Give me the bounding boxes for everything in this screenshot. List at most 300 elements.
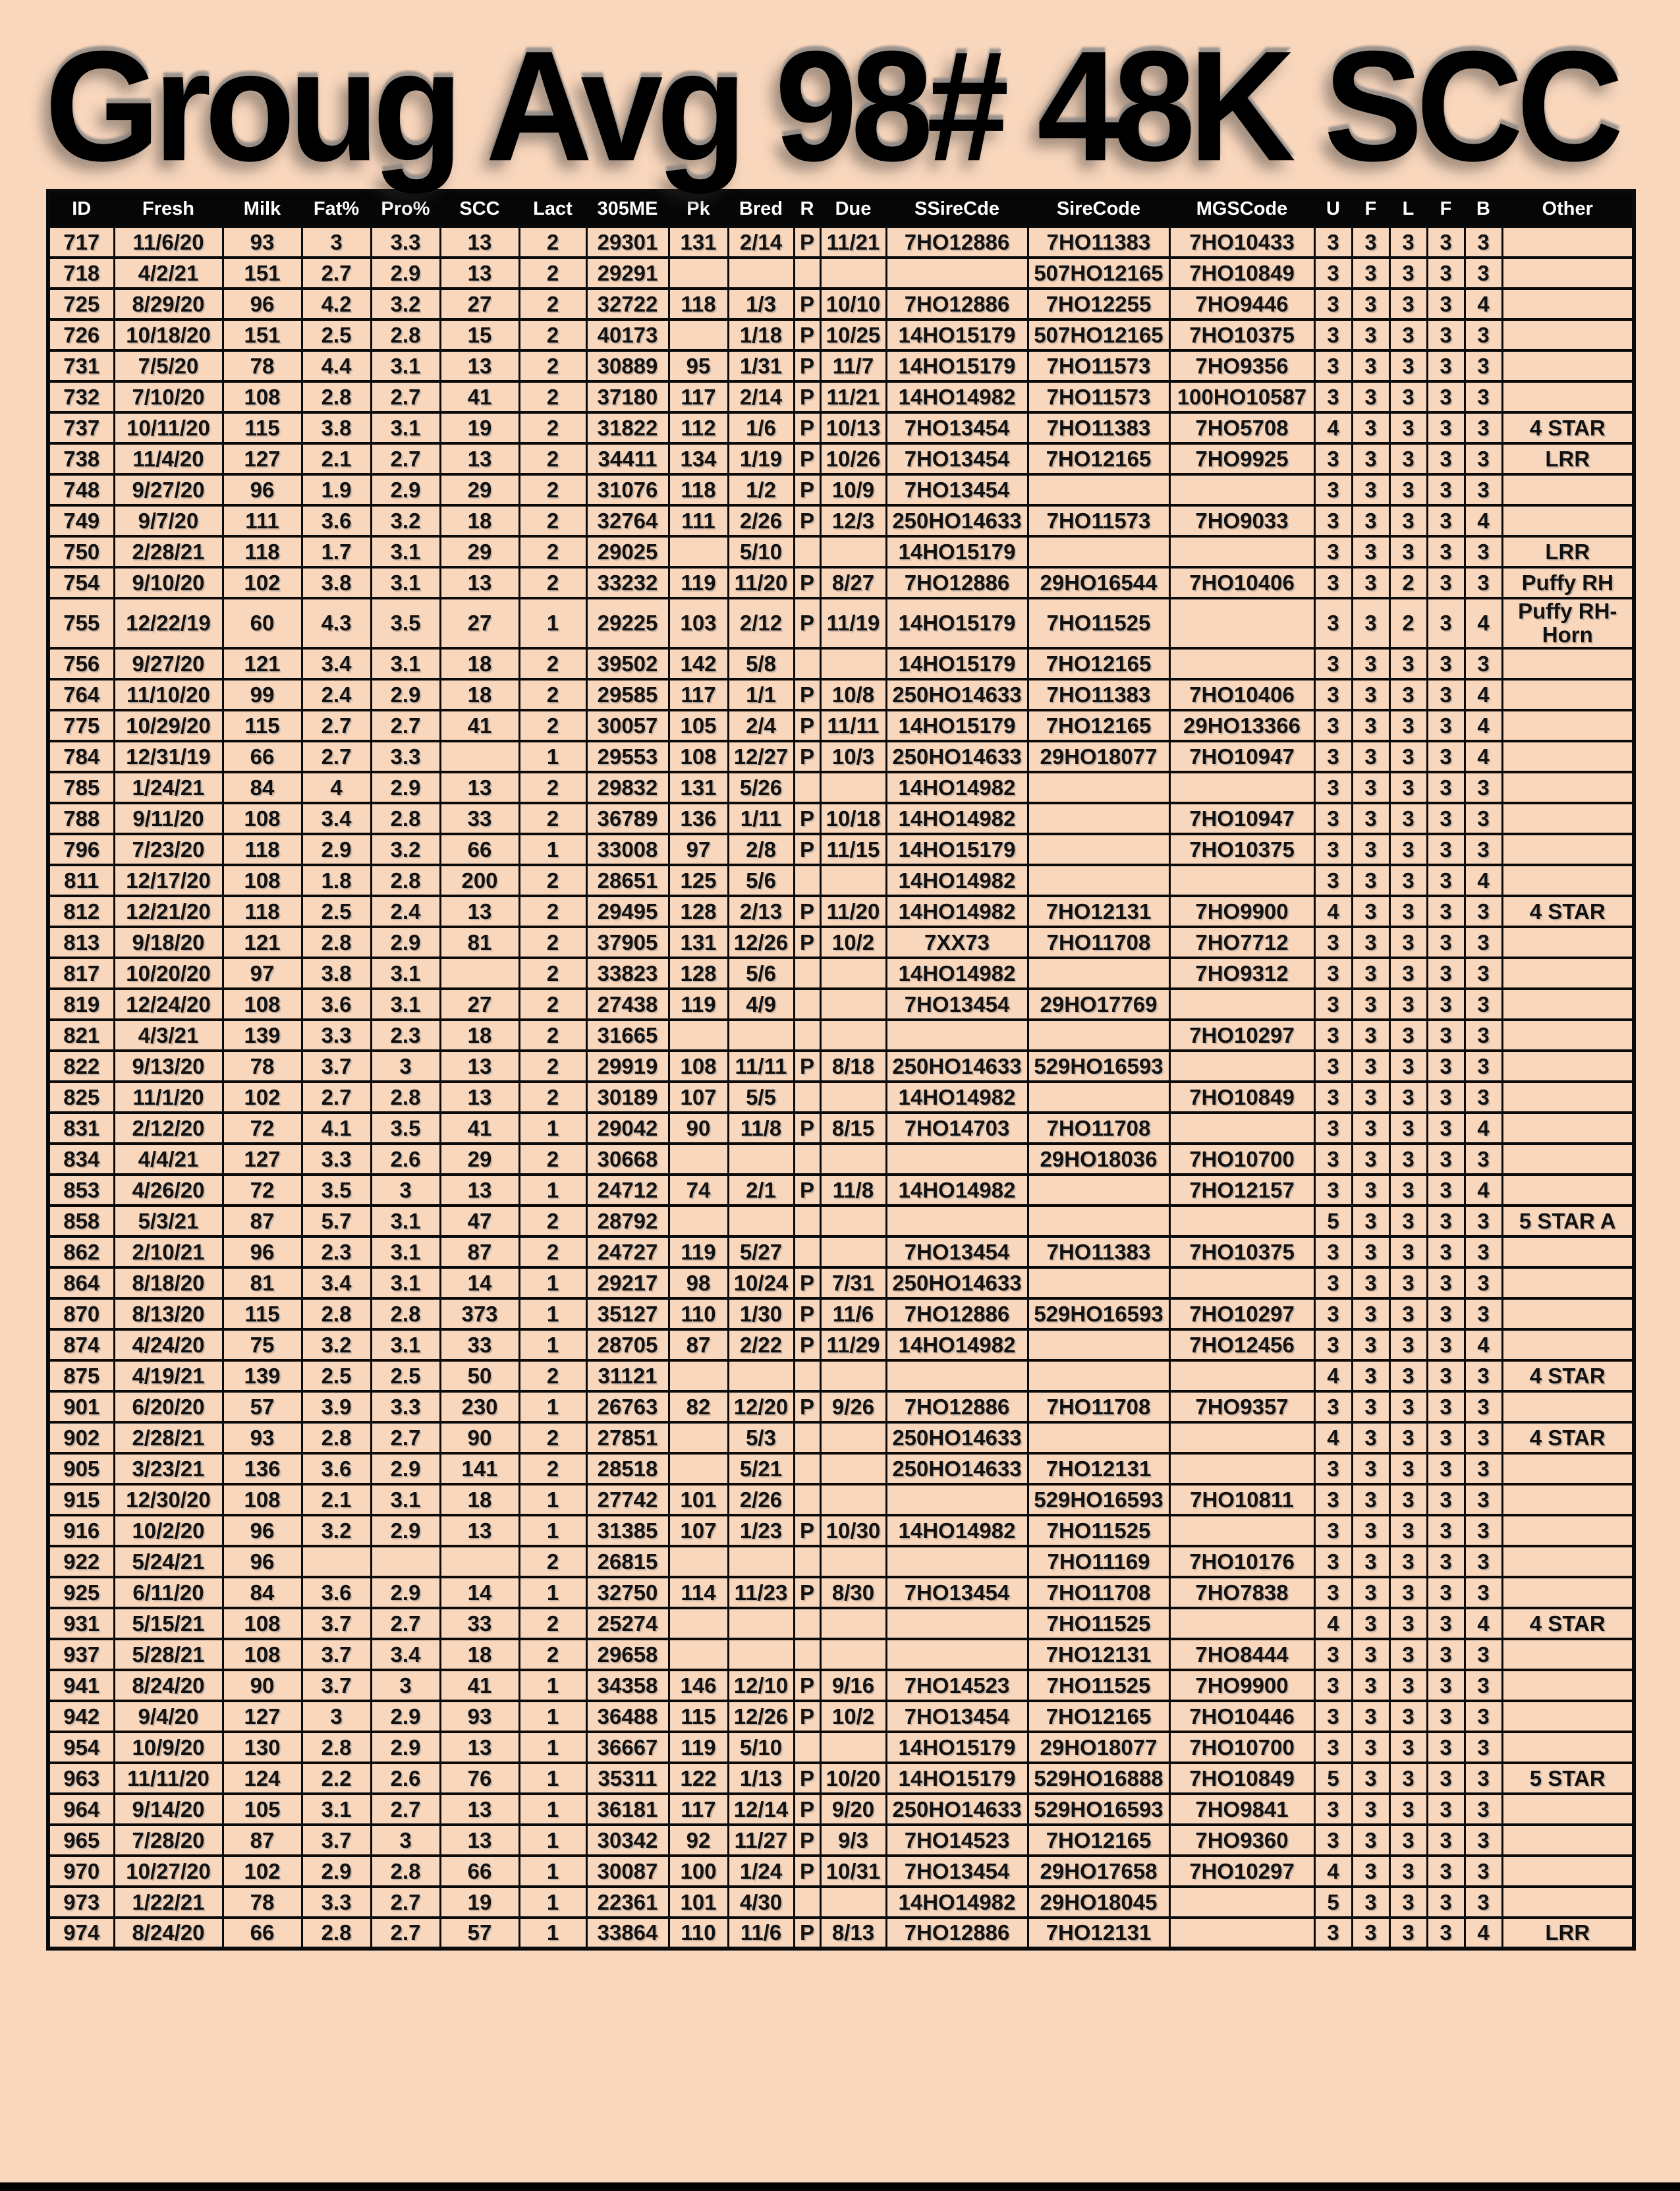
- table-cell: 2.9: [371, 474, 440, 505]
- table-row: [48, 1701, 1634, 1732]
- table-cell: 2: [519, 1360, 586, 1391]
- table-cell: 2/28/21: [114, 1422, 223, 1453]
- table-cell: 29919: [586, 1051, 669, 1082]
- table-cell: 2: [519, 350, 586, 381]
- table-cell: 200: [440, 865, 519, 896]
- table-cell: 7/28/20: [114, 1825, 223, 1856]
- table-cell: P: [794, 1918, 820, 1949]
- table-cell: 3: [1427, 258, 1465, 289]
- table-cell: 39502: [586, 648, 669, 679]
- table-cell: 954: [48, 1732, 114, 1763]
- table-cell: 7HO9356: [1169, 350, 1314, 381]
- table-cell: 3: [1389, 1267, 1427, 1298]
- table-cell: 4: [1314, 412, 1352, 443]
- table-cell: 811: [48, 865, 114, 896]
- table-cell: 6/11/20: [114, 1577, 223, 1608]
- table-cell: 7HO12886: [886, 1298, 1028, 1329]
- table-cell: [1502, 1887, 1634, 1918]
- table-cell: 2: [519, 865, 586, 896]
- table-cell: [669, 1206, 728, 1236]
- column-header-bred: Bred: [728, 191, 794, 227]
- table-cell: 118: [223, 834, 302, 865]
- table-cell: 973: [48, 1887, 114, 1918]
- table-cell: 7HO13454: [886, 989, 1028, 1020]
- table-cell: 7HO11573: [1028, 350, 1169, 381]
- table-cell: [794, 1732, 820, 1763]
- table-cell: 131: [669, 772, 728, 803]
- table-cell: 507HO12165: [1028, 258, 1169, 289]
- table-cell: 3.1: [371, 1329, 440, 1360]
- table-cell: 29: [440, 474, 519, 505]
- table-cell: 7HO12165: [1028, 710, 1169, 741]
- table-cell: P: [794, 679, 820, 710]
- table-cell: 3: [1389, 1206, 1427, 1236]
- table-cell: 10/11/20: [114, 412, 223, 443]
- table-cell: 9/13/20: [114, 1051, 223, 1082]
- table-cell: 117: [669, 1794, 728, 1825]
- table-cell: [669, 319, 728, 350]
- table-row: [48, 710, 1634, 741]
- table-cell: 3: [1352, 536, 1389, 567]
- table-cell: [1028, 865, 1169, 896]
- table-cell: 2/26: [728, 505, 794, 536]
- table-cell: 3: [1389, 1113, 1427, 1144]
- table-cell: 7HO10297: [1169, 1856, 1314, 1887]
- table-cell: 7HO13454: [886, 412, 1028, 443]
- table-cell: 9/3: [820, 1825, 886, 1856]
- table-cell: [371, 1546, 440, 1577]
- table-cell: 3: [1389, 1051, 1427, 1082]
- table-cell: 7HO12165: [1028, 443, 1169, 474]
- table-cell: [1169, 1453, 1314, 1484]
- table-cell: 99: [223, 679, 302, 710]
- table-cell: 7HO13454: [886, 443, 1028, 474]
- table-cell: 864: [48, 1267, 114, 1298]
- table-cell: [440, 958, 519, 989]
- table-cell: 3.1: [371, 1267, 440, 1298]
- table-cell: 3: [1389, 474, 1427, 505]
- table-cell: 3: [1465, 567, 1502, 598]
- table-cell: 14HO15179: [886, 834, 1028, 865]
- table-cell: 5/5: [728, 1082, 794, 1113]
- table-cell: 3: [1352, 741, 1389, 772]
- table-cell: 2: [519, 803, 586, 834]
- table-cell: 3: [1314, 1329, 1352, 1360]
- table-cell: 250HO14633: [886, 741, 1028, 772]
- table-cell: 29HO18036: [1028, 1144, 1169, 1175]
- table-cell: 3: [1427, 1206, 1465, 1236]
- table-cell: 2.9: [371, 927, 440, 958]
- table-cell: [1502, 834, 1634, 865]
- table-cell: 7HO10433: [1169, 227, 1314, 258]
- table-cell: 60: [223, 598, 302, 648]
- table-cell: 4: [1465, 1918, 1502, 1949]
- table-cell: Puffy RH-Horn: [1502, 598, 1634, 648]
- table-cell: 28651: [586, 865, 669, 896]
- table-cell: 29217: [586, 1267, 669, 1298]
- table-cell: 75: [223, 1329, 302, 1360]
- table-cell: P: [794, 1298, 820, 1329]
- table-row: [48, 896, 1634, 927]
- herd-table: [46, 189, 1636, 1951]
- table-cell: [1169, 536, 1314, 567]
- table-cell: 834: [48, 1144, 114, 1175]
- table-cell: P: [794, 896, 820, 927]
- table-cell: [1028, 1267, 1169, 1298]
- table-cell: 2.8: [302, 1298, 371, 1329]
- table-cell: 901: [48, 1391, 114, 1422]
- table-cell: 3: [1389, 1546, 1427, 1577]
- table-cell: 3: [1314, 1794, 1352, 1825]
- table-row: [48, 1360, 1634, 1391]
- table-row: [48, 227, 1634, 258]
- table-row: [48, 648, 1634, 679]
- table-cell: 40173: [586, 319, 669, 350]
- table-cell: 72: [223, 1175, 302, 1206]
- table-cell: 964: [48, 1794, 114, 1825]
- table-cell: 66: [440, 834, 519, 865]
- table-cell: 4 STAR: [1502, 412, 1634, 443]
- table-cell: 128: [669, 896, 728, 927]
- table-cell: 1: [519, 741, 586, 772]
- table-row: [48, 803, 1634, 834]
- table-cell: 3: [1389, 958, 1427, 989]
- table-cell: 108: [223, 865, 302, 896]
- table-cell: 151: [223, 258, 302, 289]
- table-cell: 14HO15179: [886, 1763, 1028, 1794]
- table-cell: 100HO10587: [1169, 381, 1314, 412]
- table-cell: 3: [1465, 1701, 1502, 1732]
- column-header-id: ID: [48, 191, 114, 227]
- table-cell: 2.8: [302, 1918, 371, 1949]
- table-cell: [886, 1608, 1028, 1639]
- table-cell: 1/18: [728, 319, 794, 350]
- table-cell: 1/2: [728, 474, 794, 505]
- table-cell: [1169, 1267, 1314, 1298]
- table-cell: 3.1: [371, 648, 440, 679]
- table-cell: 3: [1389, 989, 1427, 1020]
- table-cell: 3: [1352, 679, 1389, 710]
- table-cell: 3.3: [371, 227, 440, 258]
- table-cell: 4.1: [302, 1113, 371, 1144]
- table-cell: 970: [48, 1856, 114, 1887]
- table-cell: 11/21: [820, 381, 886, 412]
- table-header: [48, 191, 1634, 227]
- table-cell: 3: [1389, 927, 1427, 958]
- table-cell: 29HO16544: [1028, 567, 1169, 598]
- table-cell: 3: [1352, 1051, 1389, 1082]
- table-cell: 3: [1389, 648, 1427, 679]
- table-cell: 1: [519, 1763, 586, 1794]
- table-cell: 7HO12886: [886, 289, 1028, 319]
- table-cell: 3: [1389, 741, 1427, 772]
- table-cell: 822: [48, 1051, 114, 1082]
- table-cell: 931: [48, 1608, 114, 1639]
- table-cell: 2.7: [371, 710, 440, 741]
- table-cell: 9/18/20: [114, 927, 223, 958]
- table-cell: 3: [1389, 1794, 1427, 1825]
- table-cell: 12/26: [728, 1701, 794, 1732]
- table-cell: 2.9: [371, 679, 440, 710]
- table-cell: 870: [48, 1298, 114, 1329]
- table-cell: 3: [1352, 1020, 1389, 1051]
- table-cell: [440, 741, 519, 772]
- table-cell: 3: [1389, 1577, 1427, 1608]
- table-cell: 3: [1352, 412, 1389, 443]
- table-cell: 12/22/19: [114, 598, 223, 648]
- table-cell: 7HO13454: [886, 1236, 1028, 1267]
- table-cell: [820, 1546, 886, 1577]
- table-cell: 7HO13454: [886, 474, 1028, 505]
- table-cell: [1502, 803, 1634, 834]
- table-row: [48, 1391, 1634, 1422]
- table-cell: 3.2: [371, 289, 440, 319]
- table-cell: [1169, 1608, 1314, 1639]
- table-cell: 41: [440, 1113, 519, 1144]
- table-cell: 14HO15179: [886, 648, 1028, 679]
- table-cell: 3: [1389, 258, 1427, 289]
- table-cell: [1502, 289, 1634, 319]
- table-cell: 7/10/20: [114, 381, 223, 412]
- table-cell: [669, 1020, 728, 1051]
- table-cell: [886, 1206, 1028, 1236]
- table-row: [48, 1577, 1634, 1608]
- column-header-ssirecde: SSireCde: [886, 191, 1028, 227]
- table-cell: 7HO12886: [886, 1918, 1028, 1949]
- table-cell: P: [794, 1794, 820, 1825]
- column-header-other: Other: [1502, 191, 1634, 227]
- table-cell: 3: [1389, 710, 1427, 741]
- table-cell: 10/30: [820, 1515, 886, 1546]
- table-cell: 14: [440, 1267, 519, 1298]
- table-cell: 2.5: [302, 1360, 371, 1391]
- table-cell: 3: [1389, 536, 1427, 567]
- table-cell: [794, 772, 820, 803]
- table-cell: 2: [519, 989, 586, 1020]
- table-cell: 3.8: [302, 958, 371, 989]
- table-cell: 18: [440, 1484, 519, 1515]
- table-cell: 3: [1465, 1546, 1502, 1577]
- table-cell: [1502, 1329, 1634, 1360]
- table-cell: 3: [1465, 443, 1502, 474]
- column-header-r: R: [794, 191, 820, 227]
- table-cell: 32764: [586, 505, 669, 536]
- table-cell: 2/22: [728, 1329, 794, 1360]
- table-cell: 250HO14633: [886, 1051, 1028, 1082]
- table-cell: 7HO11383: [1028, 679, 1169, 710]
- table-cell: [1502, 1020, 1634, 1051]
- table-cell: 3: [1465, 474, 1502, 505]
- table-cell: 36181: [586, 1794, 669, 1825]
- table-cell: 2.9: [371, 772, 440, 803]
- table-cell: 3: [1352, 1887, 1389, 1918]
- table-cell: 14HO14982: [886, 1175, 1028, 1206]
- table-cell: 29495: [586, 896, 669, 927]
- table-cell: 4 STAR: [1502, 1608, 1634, 1639]
- table-cell: 821: [48, 1020, 114, 1051]
- table-cell: 35311: [586, 1763, 669, 1794]
- table-cell: 1/11: [728, 803, 794, 834]
- table-cell: 84: [223, 1577, 302, 1608]
- table-cell: 755: [48, 598, 114, 648]
- table-cell: [886, 1144, 1028, 1175]
- table-cell: 7HO11708: [1028, 1391, 1169, 1422]
- table-cell: 3: [1465, 1206, 1502, 1236]
- table-cell: 2: [519, 1236, 586, 1267]
- table-cell: 115: [669, 1701, 728, 1732]
- table-cell: 131: [669, 927, 728, 958]
- table-cell: [728, 1020, 794, 1051]
- table-cell: 7HO10297: [1169, 1020, 1314, 1051]
- table-row: [48, 1856, 1634, 1887]
- table-cell: 3: [1427, 1484, 1465, 1515]
- table-cell: 78: [223, 1051, 302, 1082]
- table-cell: P: [794, 567, 820, 598]
- table-cell: 66: [223, 741, 302, 772]
- table-cell: 7HO12131: [1028, 1639, 1169, 1670]
- table-cell: [1502, 1298, 1634, 1329]
- table-cell: 10/31: [820, 1856, 886, 1887]
- table-cell: 14HO14982: [886, 1887, 1028, 1918]
- table-cell: [669, 1639, 728, 1670]
- table-cell: [794, 1020, 820, 1051]
- table-cell: 3: [1314, 1051, 1352, 1082]
- table-cell: 1: [519, 1484, 586, 1515]
- table-cell: [820, 1639, 886, 1670]
- table-cell: 3: [1427, 1144, 1465, 1175]
- table-cell: 2: [519, 567, 586, 598]
- table-cell: 108: [669, 741, 728, 772]
- table-cell: 2.8: [302, 927, 371, 958]
- table-cell: 66: [223, 1918, 302, 1949]
- table-cell: 31665: [586, 1020, 669, 1051]
- table-cell: 26763: [586, 1391, 669, 1422]
- table-cell: 12/31/19: [114, 741, 223, 772]
- table-cell: 3: [1427, 772, 1465, 803]
- table-cell: P: [794, 1515, 820, 1546]
- table-cell: 13: [440, 1825, 519, 1856]
- table-cell: 3.4: [302, 648, 371, 679]
- table-cell: 1.8: [302, 865, 371, 896]
- table-cell: 102: [223, 1856, 302, 1887]
- table-cell: 11/11/20: [114, 1763, 223, 1794]
- table-cell: 102: [223, 567, 302, 598]
- table-cell: 3: [1314, 741, 1352, 772]
- table-cell: 115: [223, 412, 302, 443]
- table-cell: 108: [223, 1608, 302, 1639]
- table-cell: 31822: [586, 412, 669, 443]
- table-cell: 3: [1465, 1298, 1502, 1329]
- table-cell: 3: [1389, 1701, 1427, 1732]
- table-cell: 4: [1465, 1608, 1502, 1639]
- table-cell: 127: [223, 1701, 302, 1732]
- table-cell: 3: [1427, 1236, 1465, 1267]
- table-cell: 737: [48, 412, 114, 443]
- table-cell: P: [794, 598, 820, 648]
- table-cell: [1502, 1113, 1634, 1144]
- table-cell: 3: [1465, 772, 1502, 803]
- table-cell: 3: [1389, 1329, 1427, 1360]
- table-cell: 2.8: [371, 803, 440, 834]
- table-cell: 3.5: [302, 1175, 371, 1206]
- table-cell: 3: [1314, 1175, 1352, 1206]
- table-cell: [728, 1206, 794, 1236]
- table-cell: [1169, 598, 1314, 648]
- table-cell: 5/8: [728, 648, 794, 679]
- table-cell: 10/27/20: [114, 1856, 223, 1887]
- table-cell: 2: [519, 443, 586, 474]
- table-cell: 3: [1352, 1391, 1389, 1422]
- table-cell: 3: [1352, 1701, 1389, 1732]
- table-cell: 796: [48, 834, 114, 865]
- table-cell: 125: [669, 865, 728, 896]
- table-cell: 7HO5708: [1169, 412, 1314, 443]
- table-cell: 2.8: [371, 319, 440, 350]
- table-cell: 3: [1314, 598, 1352, 648]
- table-cell: 1: [519, 1825, 586, 1856]
- table-cell: 529HO16593: [1028, 1298, 1169, 1329]
- table-cell: 2: [519, 772, 586, 803]
- table-cell: 2: [519, 227, 586, 258]
- table-cell: [1169, 474, 1314, 505]
- table-cell: 146: [669, 1670, 728, 1701]
- table-cell: 27851: [586, 1422, 669, 1453]
- table-cell: [1502, 1856, 1634, 1887]
- table-cell: 3: [1314, 1639, 1352, 1670]
- table-cell: 7HO12165: [1028, 1825, 1169, 1856]
- table-row: [48, 1639, 1634, 1670]
- table-cell: 2: [519, 1144, 586, 1175]
- table-cell: 3: [1314, 1144, 1352, 1175]
- table-cell: 3.3: [302, 1020, 371, 1051]
- table-cell: 102: [223, 1082, 302, 1113]
- table-cell: 3: [1427, 1453, 1465, 1484]
- table-cell: 2.7: [302, 710, 371, 741]
- table-row: [48, 1732, 1634, 1763]
- table-cell: P: [794, 505, 820, 536]
- table-cell: [1169, 1918, 1314, 1949]
- table-cell: 2: [519, 1206, 586, 1236]
- table-cell: 87: [669, 1329, 728, 1360]
- table-cell: 4: [1465, 505, 1502, 536]
- table-cell: 3: [1314, 648, 1352, 679]
- table-cell: 3: [1314, 505, 1352, 536]
- table-cell: [820, 1360, 886, 1391]
- table-cell: 5/6: [728, 958, 794, 989]
- table-cell: 7HO11525: [1028, 598, 1169, 648]
- table-cell: 775: [48, 710, 114, 741]
- table-cell: 96: [223, 474, 302, 505]
- table-cell: 111: [669, 505, 728, 536]
- table-cell: 2: [519, 319, 586, 350]
- table-cell: 119: [669, 1732, 728, 1763]
- table-cell: 3: [1352, 896, 1389, 927]
- table-cell: 7HO11169: [1028, 1546, 1169, 1577]
- table-cell: 4/24/20: [114, 1329, 223, 1360]
- table-cell: 93: [223, 1422, 302, 1453]
- table-cell: [669, 1453, 728, 1484]
- table-cell: 3.1: [302, 1794, 371, 1825]
- table-cell: 2: [519, 1422, 586, 1453]
- table-cell: 90: [223, 1670, 302, 1701]
- table-cell: 902: [48, 1422, 114, 1453]
- table-cell: 122: [669, 1763, 728, 1794]
- table-cell: 3: [1465, 1144, 1502, 1175]
- table-cell: 3: [1352, 834, 1389, 865]
- table-cell: 2: [519, 1608, 586, 1639]
- table-cell: 50: [440, 1360, 519, 1391]
- table-cell: 11/11: [728, 1051, 794, 1082]
